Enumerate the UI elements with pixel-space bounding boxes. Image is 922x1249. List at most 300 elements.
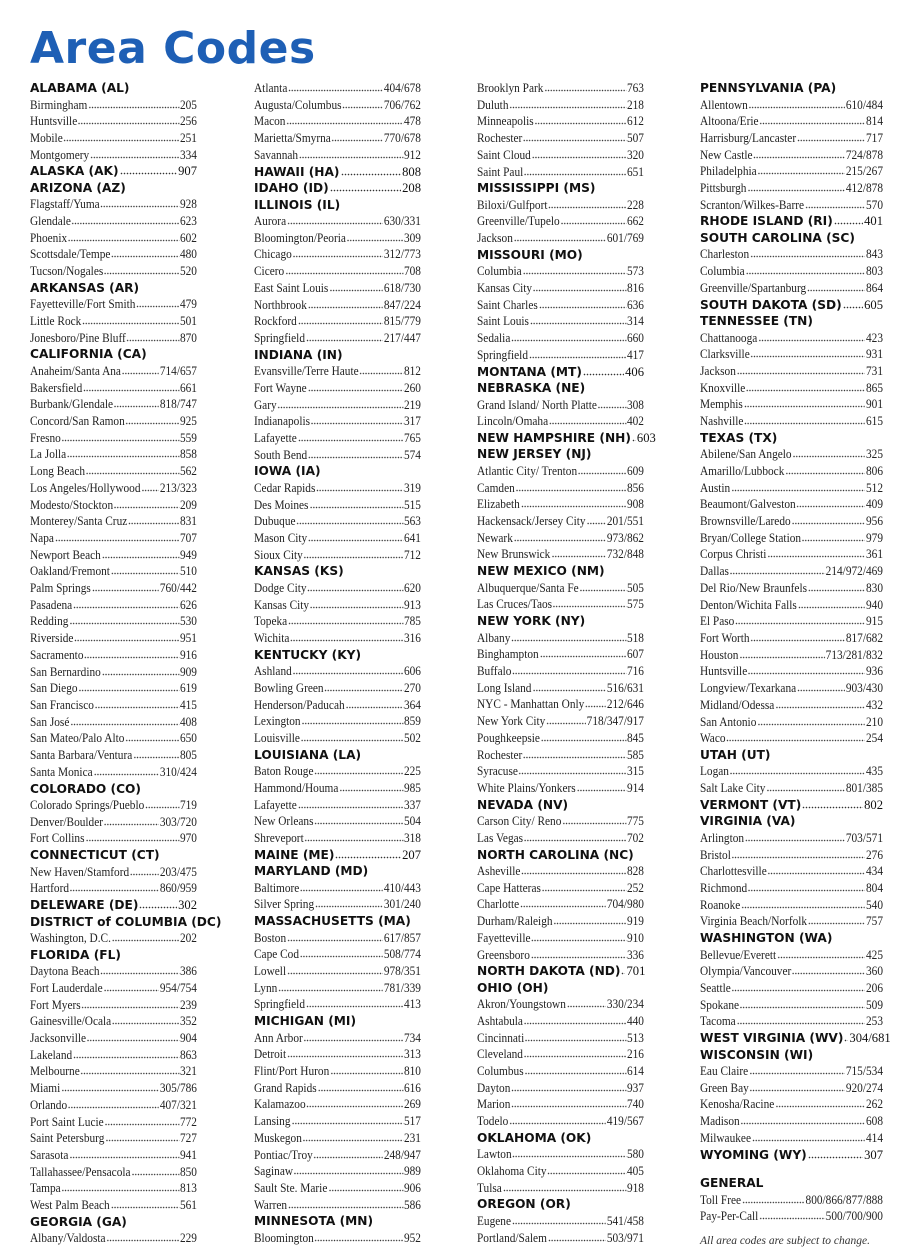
dot-leader: [740, 1000, 865, 1009]
state-section: [700, 297, 883, 314]
state-section: [477, 1130, 644, 1197]
area-code: 317: [403, 414, 421, 429]
city-name: Saint Petersburg: [30, 1131, 105, 1146]
area-code: 405: [626, 1164, 644, 1179]
city-row: [477, 313, 644, 330]
city-row: [700, 780, 883, 797]
state-heading: DISTRICT of COLUMBIA (DC): [30, 914, 222, 929]
area-code: 914: [626, 780, 644, 795]
city-row: [30, 680, 197, 697]
dot-leader: [111, 566, 179, 575]
dot-leader: [519, 766, 626, 775]
city-row: [254, 80, 421, 97]
city-row: [30, 1180, 197, 1197]
area-code: 816: [626, 281, 644, 296]
dot-leader: [750, 633, 844, 642]
city-row: [30, 1030, 197, 1047]
city-row: [477, 530, 644, 547]
city-row: [477, 896, 644, 913]
state-section: [700, 313, 883, 430]
area-code: 732/848: [606, 547, 644, 562]
dot-leader: [741, 900, 865, 909]
city-row: [700, 630, 883, 647]
area-code: 978/351: [383, 964, 421, 979]
dot-leader: [288, 616, 403, 625]
state-name: HAWAII (HA): [254, 164, 340, 179]
dot-leader: [298, 800, 403, 809]
dot-leader: [82, 316, 179, 325]
city-row: [700, 1192, 883, 1209]
area-code: 315: [626, 764, 644, 779]
city-row: [477, 513, 644, 530]
city-name: Monterey/Santa Cruz: [30, 514, 128, 529]
area-code: 248/947: [383, 1147, 421, 1162]
dot-leader: [120, 166, 178, 175]
city-row: [477, 663, 644, 680]
area-code: 515: [403, 497, 421, 512]
city-row: [30, 1230, 197, 1247]
dot-leader: [139, 900, 177, 909]
city-name: Cleveland: [477, 1047, 523, 1062]
city-name: Saint Charles: [477, 297, 538, 312]
city-name: Warren: [254, 1197, 288, 1212]
state-name: DELEWARE (DE): [30, 898, 139, 913]
city-name: Midland/Odessa: [700, 697, 775, 712]
area-code: 254: [865, 731, 883, 746]
area-code: 617/857: [383, 930, 421, 945]
city-name: Charlotte: [477, 897, 520, 912]
area-code: 517: [403, 1114, 421, 1129]
state-heading: ARIZONA (AZ): [30, 180, 126, 195]
city-row: [477, 546, 644, 563]
state-section: [700, 230, 883, 297]
city-name: Flagstaff/Yuma: [30, 197, 100, 212]
dot-leader: [293, 666, 403, 675]
city-row: [30, 530, 197, 547]
city-row: [477, 113, 644, 130]
city-row: [700, 980, 883, 997]
area-code: 956: [865, 514, 883, 529]
dot-leader: [524, 1049, 626, 1058]
city-row: [254, 297, 421, 314]
dot-leader: [744, 399, 865, 408]
state-section: [254, 563, 421, 646]
state-area-code: 603: [636, 430, 656, 445]
area-code: 318: [403, 831, 421, 846]
area-code: 801/385: [845, 781, 883, 796]
city-row: [700, 496, 883, 513]
dot-leader: [512, 1216, 606, 1225]
dot-leader: [535, 116, 627, 125]
dot-leader: [90, 150, 179, 159]
dot-leader: [114, 500, 179, 509]
dot-leader: [95, 700, 179, 709]
city-name: Montgomery: [30, 147, 90, 162]
dot-leader: [310, 600, 403, 609]
state-section: [30, 914, 222, 947]
city-row: [30, 230, 197, 247]
area-code: 719: [179, 798, 197, 813]
area-code: 706/762: [383, 97, 421, 112]
city-row: [700, 697, 883, 714]
state-name: NEW HAMPSHIRE (NH): [477, 430, 631, 445]
city-name: Saginaw: [254, 1164, 294, 1179]
dot-leader: [759, 116, 865, 125]
city-name: Mason City: [254, 530, 308, 545]
city-name: Jackson: [477, 231, 513, 246]
area-code: 763: [626, 81, 644, 95]
city-name: Beaumont/Galveston: [700, 497, 796, 512]
dot-leader: [309, 500, 403, 509]
state-heading-with-code: [30, 897, 197, 914]
city-row: [254, 213, 421, 230]
dot-leader: [548, 1233, 606, 1242]
city-row: [700, 513, 883, 530]
city-row: [700, 913, 883, 930]
city-row: [477, 330, 644, 347]
area-code: 708: [403, 264, 421, 279]
state-section: [254, 913, 421, 1013]
city-name: La Jolla: [30, 447, 67, 462]
city-name: Denton/Wichita Falls: [700, 597, 797, 612]
dot-leader: [553, 599, 626, 608]
city-row: [30, 647, 197, 664]
area-code: 480: [179, 247, 197, 262]
area-code: 608: [865, 1114, 883, 1129]
city-name: Jacksonville: [30, 1031, 87, 1046]
area-code: 740: [626, 1097, 644, 1112]
dot-leader: [300, 949, 383, 958]
dot-leader: [126, 416, 179, 425]
city-name: Chattanooga: [700, 330, 758, 345]
dot-leader: [516, 483, 626, 492]
city-row: [30, 1130, 197, 1147]
city-row: [477, 863, 644, 880]
city-name: Dubuque: [254, 514, 296, 529]
city-name: Dayton: [477, 1080, 511, 1095]
city-row: [477, 1080, 644, 1097]
city-name: Rochester: [477, 747, 523, 762]
area-code: 865: [865, 380, 883, 395]
city-name: Kansas City: [254, 597, 310, 612]
area-code: 937: [626, 1080, 644, 1095]
city-row: [477, 630, 644, 647]
dot-leader: [278, 400, 404, 409]
city-row: [700, 246, 883, 263]
state-heading: OREGON (OR): [477, 1197, 571, 1212]
state-heading: NEVADA (NV): [477, 797, 569, 812]
city-row: [477, 680, 644, 697]
city-name: Modesto/Stockton: [30, 497, 114, 512]
dot-leader: [775, 1099, 865, 1108]
city-row: [700, 597, 883, 614]
dot-leader: [513, 1149, 627, 1158]
city-name: Gary: [254, 397, 277, 412]
city-name: Savannah: [254, 147, 299, 162]
area-code: 562: [179, 464, 197, 479]
dot-leader: [62, 433, 179, 442]
dot-leader: [133, 750, 179, 759]
area-code: 954/754: [159, 980, 197, 995]
dot-leader: [546, 716, 586, 725]
dot-leader: [316, 483, 403, 492]
area-code: 949: [179, 547, 197, 562]
area-code: 703/571: [845, 830, 883, 845]
area-code: 619: [179, 681, 197, 696]
city-row: [30, 497, 197, 514]
area-code: 850: [179, 1164, 197, 1179]
city-name: Portland/Salem: [477, 1230, 547, 1245]
city-name: Rockford: [254, 314, 297, 329]
city-row: [254, 480, 421, 497]
city-row: [30, 864, 197, 881]
area-code: 936: [865, 664, 883, 679]
city-row: [254, 447, 421, 464]
city-row: [30, 664, 197, 681]
city-name: Asheville: [477, 864, 521, 879]
area-code: 919: [626, 914, 644, 929]
area-code-column-3: [477, 80, 656, 1246]
city-name: Long Beach: [30, 464, 86, 479]
city-row: [254, 513, 421, 530]
dot-leader: [314, 816, 403, 825]
city-name: Long Island: [477, 680, 532, 695]
area-code: 262: [865, 1097, 883, 1112]
state-heading: KANSAS (KS): [254, 564, 344, 579]
area-code: 434: [865, 864, 883, 879]
dot-leader: [531, 950, 626, 959]
state-section: [700, 930, 883, 1030]
state-heading: NEW JERSEY (NJ): [477, 447, 592, 462]
city-name: Muskegon: [254, 1130, 302, 1145]
city-row: [477, 496, 644, 513]
dot-leader: [88, 100, 179, 109]
state-section: [477, 446, 644, 563]
area-code: 970: [179, 831, 197, 846]
city-row: [30, 1114, 197, 1131]
area-code: 512: [865, 480, 883, 495]
area-code: 618/730: [383, 280, 421, 295]
city-row: [254, 580, 421, 597]
city-name: Santa Barbara/Ventura: [30, 748, 133, 763]
city-row: [700, 480, 883, 497]
state-heading-with-code: [477, 364, 644, 381]
area-code: 412/878: [845, 181, 883, 196]
area-code: 704/980: [606, 897, 644, 912]
area-code: 209: [179, 497, 197, 512]
dot-leader: [82, 1000, 179, 1009]
city-name: Palm Springs: [30, 581, 91, 596]
city-name: Saint Louis: [477, 314, 529, 329]
city-row: [477, 1113, 644, 1130]
state-section: [700, 1030, 891, 1047]
area-code: 231: [403, 1130, 421, 1145]
city-row: [477, 480, 644, 497]
dot-leader: [136, 299, 179, 308]
city-row: [700, 380, 883, 397]
city-row: [700, 830, 883, 847]
city-row: [477, 280, 644, 297]
area-code: 256: [179, 114, 197, 129]
city-row: [700, 1113, 883, 1130]
city-row: [477, 730, 644, 747]
area-code: 920/274: [845, 1080, 883, 1095]
area-code: 731: [865, 363, 883, 378]
state-area-code: 802: [864, 797, 883, 812]
city-row: [254, 713, 421, 730]
area-code: 760/442: [159, 581, 197, 596]
city-name: Concord/San Ramon: [30, 414, 125, 429]
city-row: [30, 814, 197, 831]
city-row: [30, 547, 197, 564]
area-code: 940: [865, 597, 883, 612]
city-row: [30, 480, 197, 497]
dot-leader: [792, 516, 866, 525]
dot-leader: [844, 1033, 848, 1042]
area-code: 386: [179, 964, 197, 979]
city-name: Cape Cod: [254, 947, 300, 962]
dot-leader: [548, 200, 626, 209]
state-heading: MASSACHUSETTS (MA): [254, 914, 411, 929]
city-name: Riverside: [30, 631, 74, 646]
state-heading: OHIO (OH): [477, 980, 549, 995]
area-code: 803: [865, 264, 883, 279]
area-code: 860/959: [159, 881, 197, 896]
city-name: Fresno: [30, 430, 61, 445]
dot-leader: [308, 300, 383, 309]
area-code: 928: [179, 197, 197, 212]
dot-leader: [509, 100, 626, 109]
area-code: 712: [403, 547, 421, 562]
area-code: 325: [865, 447, 883, 462]
city-row: [477, 263, 644, 280]
city-name: Port Saint Lucie: [30, 1114, 104, 1129]
state-area-code: 907: [178, 164, 197, 179]
area-code: 309: [403, 230, 421, 245]
city-row: [700, 763, 883, 780]
city-name: Augusta/Columbus: [254, 97, 342, 112]
city-row: [30, 363, 197, 380]
dot-leader: [104, 266, 179, 275]
state-section: [477, 247, 644, 364]
dot-leader: [131, 1167, 179, 1176]
city-row: [30, 1063, 197, 1080]
state-section: [254, 80, 421, 164]
city-name: Wichita: [254, 630, 290, 645]
city-row: [30, 97, 197, 114]
city-name: Kansas City: [477, 281, 533, 296]
dot-leader: [523, 133, 626, 142]
dot-leader: [104, 817, 159, 826]
area-code: 804: [865, 880, 883, 895]
area-code: 219: [403, 397, 421, 412]
city-row: [30, 747, 197, 764]
dot-leader: [311, 416, 403, 425]
city-row: [477, 413, 644, 430]
state-section: [30, 1214, 197, 1247]
dot-leader: [86, 466, 179, 475]
city-name: Topeka: [254, 614, 288, 629]
city-name: Cedar Rapids: [254, 480, 316, 495]
city-name: Richmond: [700, 880, 748, 895]
city-name: Springfield: [254, 330, 306, 345]
dot-leader: [737, 366, 865, 375]
area-code: 715/534: [845, 1064, 883, 1079]
dot-leader: [128, 516, 179, 525]
city-row: [254, 963, 421, 980]
dot-leader: [726, 733, 865, 742]
city-name: Milwaukee: [700, 1130, 751, 1145]
dot-leader: [632, 433, 636, 442]
dot-leader: [293, 249, 383, 258]
state-section: [700, 797, 883, 814]
state-section: [477, 364, 644, 381]
area-code: 636: [626, 297, 644, 312]
state-heading-with-code: [254, 164, 421, 181]
city-row: [700, 847, 883, 864]
area-code: 908: [626, 497, 644, 512]
city-name: San Bernardino: [30, 664, 101, 679]
city-name: New Orleans: [254, 814, 314, 829]
area-code: 440: [626, 1013, 644, 1028]
city-name: Corpus Christi: [700, 547, 767, 562]
city-row: [254, 996, 421, 1013]
dot-leader: [308, 533, 403, 542]
city-row: [30, 630, 197, 647]
city-name: Northbrook: [254, 297, 307, 312]
dot-leader: [746, 266, 865, 275]
area-code: 973/862: [606, 530, 644, 545]
area-code: 203/475: [159, 864, 197, 879]
dot-leader: [328, 1183, 403, 1192]
city-row: [30, 263, 197, 280]
city-name: Fayetteville/Fort Smith: [30, 297, 136, 312]
dot-leader: [87, 1033, 179, 1042]
city-name: Oklahoma City: [477, 1164, 547, 1179]
area-code: 218: [626, 97, 644, 112]
dot-leader: [114, 399, 159, 408]
dot-leader: [748, 666, 865, 675]
city-row: [700, 1208, 883, 1225]
area-code-column-2: [254, 80, 421, 1247]
city-name: Pasadena: [30, 597, 73, 612]
area-code: 313: [403, 1047, 421, 1062]
city-name: New Haven/Stamford: [30, 864, 130, 879]
city-name: Fort Collins: [30, 831, 85, 846]
city-row: [30, 1147, 197, 1164]
dot-leader: [777, 950, 865, 959]
city-name: Logan: [700, 764, 729, 779]
city-row: [30, 330, 197, 347]
state-heading: CALIFORNIA (CA): [30, 347, 147, 362]
dot-leader: [287, 1049, 403, 1058]
city-name: Altoona/Erie: [700, 114, 759, 129]
city-row: [30, 563, 197, 580]
area-code: 630/331: [383, 214, 421, 229]
dot-leader: [598, 400, 626, 409]
area-code: 626: [179, 597, 197, 612]
area-code: 931: [865, 347, 883, 362]
city-row: [30, 380, 197, 397]
city-name: Lincoln/Omaha: [477, 414, 549, 429]
area-code: 360: [865, 964, 883, 979]
area-code: 559: [179, 430, 197, 445]
dot-leader: [739, 650, 824, 659]
dot-leader: [278, 983, 383, 992]
dot-leader: [301, 733, 403, 742]
dot-leader: [287, 933, 383, 942]
city-name: Flint/Port Huron: [254, 1064, 330, 1079]
